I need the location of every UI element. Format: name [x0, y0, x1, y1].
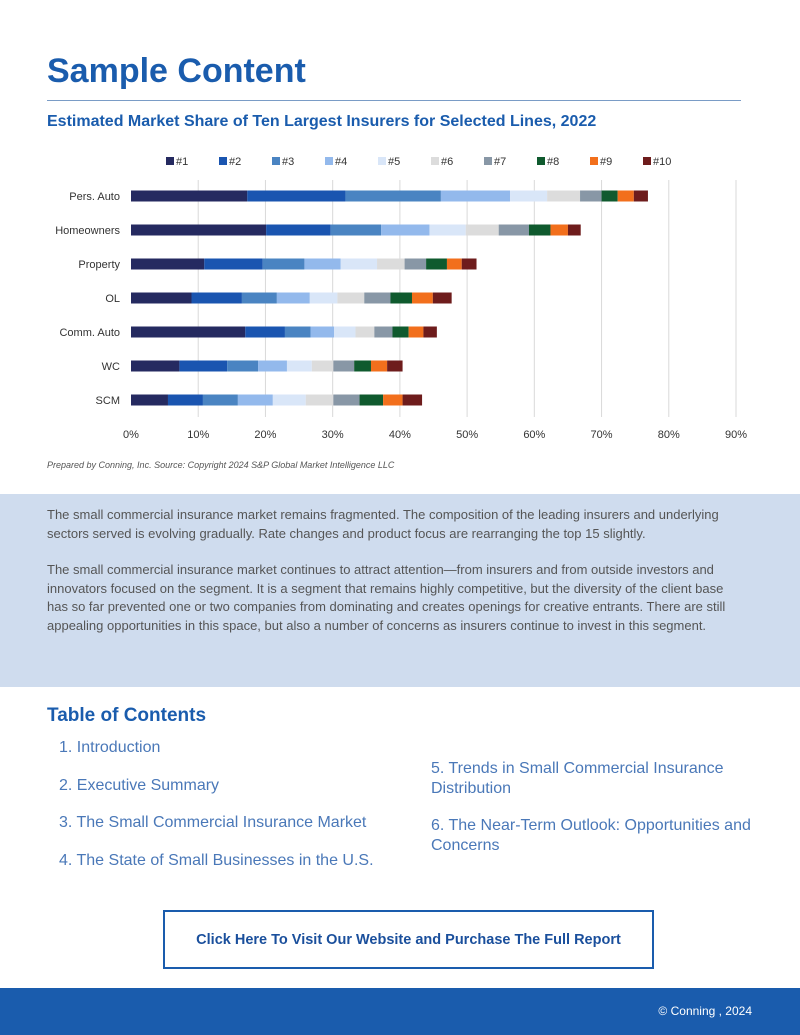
bar-segment — [383, 395, 402, 406]
x-tick-label: 80% — [657, 429, 680, 441]
bar-segment — [263, 259, 305, 270]
bar-segment — [387, 361, 402, 372]
toc-item-executive-summary[interactable]: 2. Executive Summary — [59, 776, 220, 794]
bar-segment — [192, 293, 242, 304]
x-tick-label: 0% — [123, 429, 139, 441]
y-category-label: OL — [105, 293, 120, 305]
x-tick-label: 30% — [321, 429, 344, 441]
bar-segment — [131, 293, 192, 304]
bar-segment — [550, 225, 567, 236]
bar-segment — [405, 259, 427, 270]
bar-segment — [277, 293, 310, 304]
legend-swatch — [325, 157, 333, 165]
bar-segment — [433, 293, 452, 304]
legend-label: #4 — [335, 156, 348, 168]
bar-segment — [429, 225, 465, 236]
legend-label: #6 — [441, 156, 454, 168]
legend-label: #9 — [600, 156, 613, 168]
bar-segment — [602, 191, 618, 202]
legend-label: #1 — [176, 156, 189, 168]
bar-segment — [392, 327, 408, 338]
bar-segment — [131, 361, 179, 372]
bar-segment — [510, 191, 547, 202]
footer-bar — [0, 988, 800, 1035]
bar-segment — [306, 395, 334, 406]
bar-segment — [634, 191, 648, 202]
title-divider — [47, 100, 741, 101]
bar-segment — [247, 191, 345, 202]
y-category-label: WC — [101, 361, 120, 373]
summary-paragraph-2: The small commercial insurance market continues to attract attention—from insurers and from outside investors and innovators focused on the segment. It is a segment that remains highly competitive, but the diversity of the client base has so far prevented one or two companies from dominating and creates openings for creative entrants. There are still appealing opportunities in this space, but also a number of concerns as insurers continue to invest in this segment. — [47, 562, 726, 633]
bar-segment — [426, 259, 447, 270]
y-category-label: SCM — [95, 395, 120, 407]
bar-segment — [266, 225, 331, 236]
bar-segment — [529, 225, 551, 236]
legend-swatch — [590, 157, 598, 165]
footer-copyright: © Conning , 2024 — [658, 1004, 752, 1018]
bar-segment — [242, 293, 277, 304]
legend-label: #8 — [547, 156, 560, 168]
bar-segment — [131, 327, 245, 338]
bar-segment — [131, 225, 266, 236]
page-title: Sample Content — [47, 52, 306, 90]
y-category-label: Property — [78, 259, 120, 271]
bar-segment — [203, 395, 238, 406]
bar-segment — [131, 259, 204, 270]
bar-segment — [245, 327, 285, 338]
x-tick-label: 90% — [724, 429, 748, 441]
toc-item-introduction[interactable]: 1. Introduction — [59, 739, 161, 756]
bar-segment — [333, 361, 354, 372]
bar-segment — [287, 361, 312, 372]
bar-segment — [618, 191, 634, 202]
x-tick-label: 60% — [523, 429, 546, 441]
toc-item-near-term-outlook[interactable]: 6. The Near-Term Outlook: Opportunities and Concerns — [431, 817, 751, 854]
legend-label: #2 — [229, 156, 242, 168]
bar-segment — [334, 327, 356, 338]
bar-segment — [568, 225, 581, 236]
bar-segment — [304, 259, 340, 270]
bar-segment — [377, 259, 405, 270]
x-tick-label: 40% — [388, 429, 411, 441]
market-share-chart — [0, 145, 800, 450]
chart-svg — [0, 145, 800, 450]
bar-segment — [333, 395, 359, 406]
bar-segment — [547, 191, 580, 202]
legend-label: #10 — [653, 156, 672, 168]
toc-title: Table of Contents — [47, 705, 207, 726]
bar-segment — [409, 327, 424, 338]
bar-segment — [499, 225, 529, 236]
legend-label: #5 — [388, 156, 401, 168]
bar-segment — [580, 191, 602, 202]
bar-segment — [312, 361, 334, 372]
legend-swatch — [537, 157, 545, 165]
bar-segment — [238, 395, 273, 406]
legend-swatch — [166, 157, 174, 165]
bar-segment — [310, 293, 338, 304]
bar-segment — [381, 225, 429, 236]
legend-swatch — [219, 157, 227, 165]
bar-segment — [168, 395, 203, 406]
bar-segment — [285, 327, 311, 338]
legend-swatch — [272, 157, 280, 165]
bar-segment — [341, 259, 377, 270]
x-tick-label: 10% — [187, 429, 210, 441]
bar-segment — [354, 361, 371, 372]
bar-segment — [403, 395, 422, 406]
x-tick-label: 70% — [590, 429, 613, 441]
summary-panel — [0, 494, 800, 687]
y-category-label: Comm. Auto — [59, 327, 120, 339]
chart-title: Estimated Market Share of Ten Largest Insurers for Selected Lines, 2022 — [47, 113, 597, 130]
bar-segment — [371, 361, 387, 372]
legend-swatch — [378, 157, 386, 165]
bar-segment — [258, 361, 287, 372]
bar-segment — [273, 395, 306, 406]
y-category-label: Pers. Auto — [69, 191, 120, 203]
chart-source-note: Prepared by Conning, Inc. Source: Copyright 2024 S&P Global Market Intelligence LLC — [47, 460, 395, 470]
x-tick-label: 50% — [456, 429, 479, 441]
bar-segment — [131, 191, 247, 202]
bar-segment — [441, 191, 510, 202]
legend-label: #7 — [494, 156, 507, 168]
toc-list-left — [59, 738, 409, 888]
bar-segment — [374, 327, 392, 338]
bar-segment — [310, 327, 334, 338]
bar-segment — [412, 293, 433, 304]
toc-item-state-of-small-businesses[interactable]: 4. The State of Small Businesses in the U.S. — [59, 851, 374, 869]
bar-segment — [360, 395, 384, 406]
bar-segment — [390, 293, 412, 304]
legend-swatch — [431, 157, 439, 165]
bar-segment — [179, 361, 227, 372]
legend-label: #3 — [282, 156, 295, 168]
bar-segment — [204, 259, 262, 270]
toc-item-small-commercial-market[interactable]: 3. The Small Commercial Insurance Market — [59, 814, 367, 831]
bar-segment — [447, 259, 462, 270]
legend-swatch — [484, 157, 492, 165]
bar-segment — [227, 361, 258, 372]
bar-segment — [423, 327, 436, 338]
toc-item-distribution-trends[interactable]: 5. Trends in Small Commercial Insurance Distribution — [431, 760, 724, 797]
bar-segment — [462, 259, 477, 270]
toc-list-right — [431, 759, 761, 873]
bar-segment — [345, 191, 440, 202]
bar-segment — [331, 225, 381, 236]
bar-segment — [131, 395, 168, 406]
bar-segment — [356, 327, 375, 338]
bar-segment — [466, 225, 499, 236]
purchase-report-button[interactable]: Click Here To Visit Our Website and Purchase The Full Report — [163, 910, 654, 969]
x-tick-label: 20% — [254, 429, 277, 441]
legend-swatch — [643, 157, 651, 165]
bar-segment — [364, 293, 390, 304]
y-category-label: Homeowners — [55, 225, 120, 237]
bar-segment — [337, 293, 364, 304]
summary-paragraph-1: The small commercial insurance market remains fragmented. The composition of the leading insurers and underlying sectors served is evolving gradually. Rate changes and product focus are rearranging the top 15 slightly. — [47, 507, 719, 541]
